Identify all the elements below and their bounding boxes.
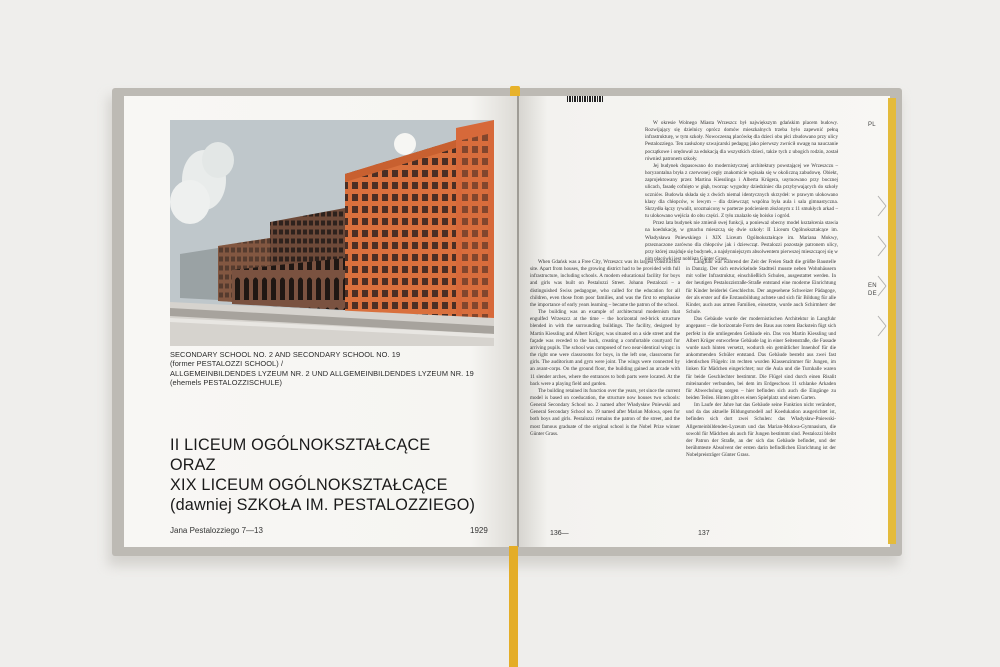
figure-caption [170, 350, 500, 388]
chapter-title [170, 435, 510, 515]
paragraph: The building retained its function over the years, yet since the current model is based on coeducation, the structure now houses two schools: General Secondary School no. 2 named after Władysław Pniewski and General Secondary School no. 19 named after Marian Mokwa, open for both boys and girls. Pestalozzi remains the patron of the street, and the most famous graduate of the original school is the Nobel Prize winner Günter Grass. [530, 387, 680, 437]
year: 1929 [470, 526, 488, 535]
title-line: (dawniej SZKOŁA IM. PESTALOZZIEGO) [170, 496, 476, 514]
title-line: XIX LICEUM OGÓLNOKSZTAŁCĄCE [170, 476, 448, 494]
page-edge-pattern [876, 176, 888, 536]
paragraph: Jej budynek dopasowano do modernistycznej architektury powstającej we Wrzeszczu – horyzontalna bryła z czerwonej cegły znakomicie wpisała się w okoliczną zabudowę. Obiekt, zaprojektowany przez Martina Kiesslinga i Alberta Krügera, usytuowano przy bocznej ulicach, fasadę cofnięto w głąb, tworząc wygodny dziedziniec dla przybywających do szkoły uczniów. Budowla składa się z dwóch niemal identycznych skrzydeł: w prawym ulokowano klasy dla chłopców, w lewym – dla dziewcząt; wspólna była aula i sala gimnastyczna. Skrzydła łączy rywalit, urozmaicony w parterze podcieniem złożonym z 11 smukłych arkad – tu ulokowano wejścia do obu części. Z tyłu znalazło się boisko i ogród. [645, 162, 838, 220]
caption-line: (former PESTALOZZI SCHOOL) / [170, 359, 284, 369]
yellow-page-edge [888, 98, 896, 544]
left-page [124, 96, 518, 547]
page-number-left: 136— [550, 530, 569, 537]
polish-text-column [645, 120, 838, 263]
page-edge-marks [567, 96, 603, 102]
paragraph: W okresie Wolnego Miasta Wrzeszcz był największym gdańskim placem budowy. Rozwijający się dzielnicy oprócz domów mieszkalnych trzeba było zapewnić pełną infrastrukturę, w tym szkoły. Nowoczesną placówkę dla dzieci obu płci zbudowano przy ulicy Pestalozziego. Ten zasłużony szwajcarski pedagog jako pierwszy zwrócił uwagę na nauczanie początkowe i orędował za edukacją dla wszystkich dzieci, także tych z ubogich rodzin, został również patronem szkoły. [645, 120, 838, 162]
language-label-de: DE [868, 291, 877, 297]
address: Jana Pestalozziego 7—13 [170, 526, 263, 535]
paragraph: Langfuhr war während der Zeit der Freien Stadt die größte Baustelle in Danzig. Der sich entwickelnde Stadtteil musste neben Wohnhäusern mit voller Infrastruktur, einschließlich Schulen, ausgestattet werden. In der heutigen Pestalozzistraße-Straße entstand eine moderne Einrichtung für Kinder beiderlei Geschlechts. Der angesehene Schweizer Pädagoge, der als erster auf die Erstausbildung achtete und sich für Bildung für alle Kinder, auch aus armen Familien, einsetzte, wurde auch Schirmherr der Schule. [686, 259, 836, 316]
book-spine [517, 96, 519, 547]
paragraph: Przez lata budynek nie zmienił swej funkcji, a ponieważ obecny model kształcenia stawia na koedukację, w gmachu mieszczą się dwie szkoły: II Liceum Ogólnokształcące im. Władysława Pniewskiego i XIX Liceum Ogólnokształcące im. Mariana Mokwy, przeznaczone zarówno dla chłopców jak i dziewcząt. Pestalozzi pozostaje patronem ulicy, przy której znajduje się budynek, a najsłynniejszym absolwentem pierwszej mieszczącej się w nim placówki jest noblista Günter Grass. [645, 220, 838, 262]
paragraph: Das Gebäude wurde der modernistischen Architektur in Langfuhr angepasst – die horizontale Form des Baus aus rotem Backstein fügt sich perfekt in die umliegenden Gebäude ein. Das von Martin Kiessling und Albert Krüger entworfene Gebäude lag in einer Seitenstraße, die Fassade wurde nach hinten versetzt, wodurch ein gemütlicher Innenhof für die ankommenden Schüler entstand. Das Gebäude besteht aus zwei fast identischen Flügeln: im rechten wurden Klassenzimmer für Jungen, im linken für Mädchen eingerichtet; nur die Aula und die Turnhalle waren für beide Geschlechter bestimmt. Die Flügel sind durch einen Risalit miteinander verbunden, bei dem im Erdgeschoss 11 schlanke Arkaden für Abwechslung sorgen – hier befinden sich auch die Eingänge zu beiden Teilen. Hinten gibt es einen Spielplatz und einen Garten. [686, 316, 836, 401]
paragraph: The building was an example of architectural modernism that engulfed Wrzeszcz at the time – the horizontal red-brick structure blended in with the surrounding buildings. The facility, designed by Martin Kiessling and Albert Krüger, was situated on a side street and the façade was receded to the back, creating a comfortable courtyard for arriving pupils. The school was composed of two near-identical wings: in the right one were classrooms for boys, in the left one, classrooms for girls. The auditorium and gym were joint. The wings were connected by an avant-corps. On the ground floor, the building gained an arcade with 11 slender arches, where the entrances to both parts were located. At the back were a playing field and garden. [530, 309, 680, 387]
caption-line: SECONDARY SCHOOL NO. 2 AND SECONDARY SCHOOL NO. 19 [170, 350, 401, 359]
title-line: ORAZ [170, 456, 216, 474]
paragraph: Im Laufe der Jahre hat das Gebäude seine Funktion nicht verändert, und da das aktuelle Bildungsmodell auf Koedukation ausgerichtet ist, befinden sich dort zwei Schulen: das Władysław-Pniewski-Allgemeinbildenden-Lyzeum und das Marian-Mokwa-Gymnasium, die sowohl für Mädchen als auch für Jungen bestimmt sind. Pestalozzi bleibt der Patron der Straße, an der sich das Gebäude befindet, und der berühmteste Absolvent der ersten darin befindlichen Einrichtung ist der Nobelpreisträger Günter Grass. [686, 402, 836, 459]
english-text-column [530, 259, 680, 438]
ribbon-bookmark [509, 546, 518, 667]
caption-line: (ehemels PESTALOZZISCHULE) [170, 378, 283, 388]
paragraph: When Gdańsk was a Free City, Wrzeszcz was its largest construction site. Apart from houses, the growing district had to be provided with full infrastructure, including schools. A modern educational facility for boys and girls was built on Pestalozzi Street. Johann Pestalozzi – a distinguished Swiss pedagogue, who called for the education for all children, even those from poor families, and was the first to emphasise the importance of early years learning – became the patron of the school. [530, 259, 680, 308]
school-illustration [170, 120, 494, 346]
german-text-column [686, 259, 836, 459]
language-label-en: EN [868, 283, 877, 289]
title-line: II LICEUM OGÓLNOKSZTAŁCĄCE [170, 436, 431, 454]
language-label-pl: PL [868, 122, 876, 128]
caption-line: ALLGEMEINBILDENDES LYZEUM NR. 2 UND ALLGEMEINBILDENDES LYZEUM NR. 19 [170, 368, 474, 378]
page-number-right: 137 [698, 530, 710, 537]
right-page [518, 96, 890, 547]
